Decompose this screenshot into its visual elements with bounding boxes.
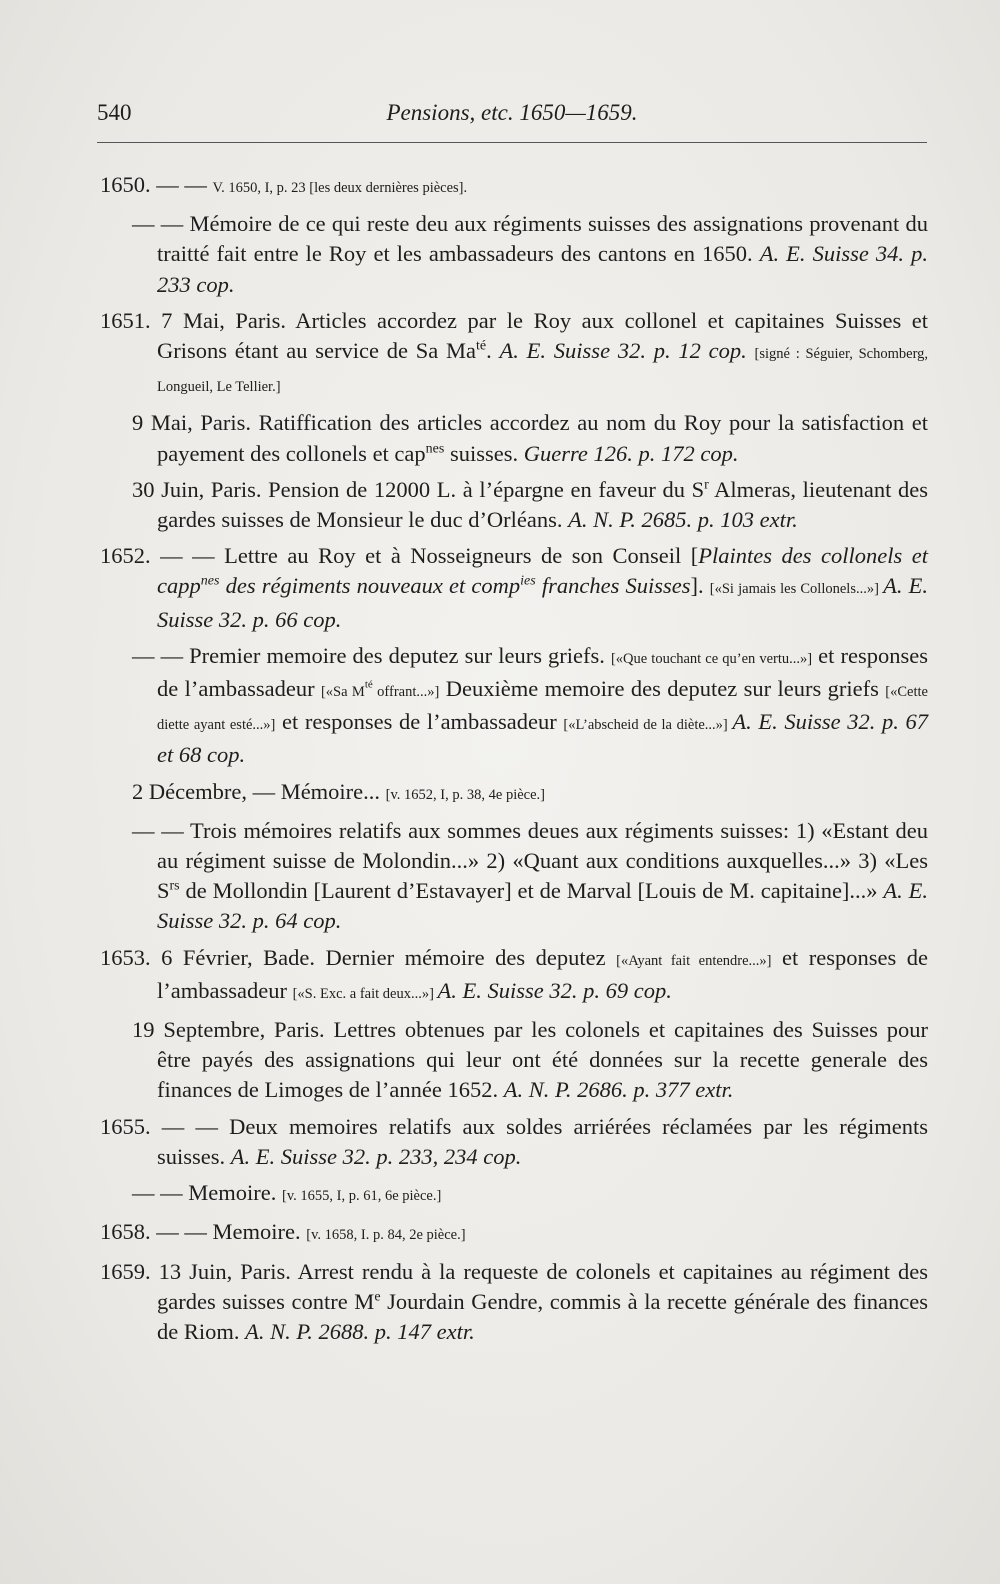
entry-7-text: offrant...»] [372,684,440,701]
entry-5-text: A. N. P. 2685. p. 103 extr. [568,507,798,533]
entry-6-text: [«Si jamais les Collonels...»] [709,581,884,598]
entry-6 [100,541,928,635]
entry-7-text: A. E. Suisse 32. p. 67 et 68 cop. [157,709,928,768]
entry-3-text: A. E. Suisse 32. p. 12 cop. [499,338,755,364]
entry-9-text: de Mollondin [Laurent d’Estavayer] et de Marval [Louis de M. capitaine]...» [179,878,884,904]
entry-4-text: Guerre 126. p. 172 cop. [523,440,739,466]
entry-8-text: 2 Décembre, — Mémoire... [132,778,386,804]
entry-7-text: té [364,678,373,691]
entry-7 [100,641,928,771]
entry-15-text: 1659. 13 Juin, Paris. Arrest rendu à la requeste de colonels et capitaines au régiment des gardes suisses contre M [100,1258,928,1314]
entry-15-text: e [374,1289,381,1305]
entry-13-text: — — Memoire. [132,1180,282,1206]
entry-7-text: Deuxième memoire des deputez sur leurs griefs [439,676,886,702]
entry-11 [100,1015,928,1106]
entry-7-text: — — Premier memoire des deputez sur leurs griefs. [132,642,611,668]
page-title: Pensions, etc. 1650—1659. [386,100,638,125]
entry-7-text: et responses de l’ambassadeur [157,642,928,702]
page-number: 540 [97,100,132,125]
entry-5-text: r [704,477,709,493]
entry-7-text: [«Cette diette ayant esté...»] [157,684,928,734]
entry-9-text: A. E. Suisse 32. p. 64 cop. [157,878,928,934]
entry-6-text: nes [200,573,220,589]
entry-10-text: A. E. Suisse 32. p. 69 cop. [437,977,672,1003]
entry-6-text: des régiments nouveaux et comp [219,573,521,599]
entry-7-text: [«Sa M [320,684,365,701]
entry-2 [100,209,928,300]
entry-3-text: . [486,338,500,364]
entry-8 [100,777,928,810]
entry-3 [100,306,928,403]
entry-8-text: [v. 1652, I, p. 38, 4e pièce.] [385,786,545,803]
entry-14-text: 1658. — — Memoire. [100,1219,307,1245]
entry-10-text: [«Ayant fait entendre...»] [616,952,772,969]
entry-9 [100,816,928,937]
entry-13 [100,1178,928,1211]
entry-4 [100,408,928,468]
document-body [100,170,928,1353]
entry-4-text: nes [425,441,445,457]
entry-6-text: 1652. — — Lettre au Roy et à Nosseigneurs de son Conseil [ [100,543,699,569]
entry-13-text: [v. 1655, I, p. 61, 6e pièce.] [281,1188,442,1205]
entry-5-text: 30 Juin, Paris. Pension de 12000 L. à l’épargne en faveur du S [132,476,705,502]
entry-6-text: ]. [690,573,710,599]
entry-11-text: 19 Septembre, Paris. Lettres obtenues par les colonels et capitaines des Suisses pour être payés des assignations qui leur ont été données sur la recette generale des finances de Limoges de l’année 1652. [132,1017,928,1103]
entry-10-text: et responses de l’ambassadeur [157,944,928,1003]
entry-15-text: A. N. P. 2688. p. 147 extr. [245,1318,475,1344]
entry-7-text: et responses de l’ambassadeur [275,709,564,735]
entry-10 [100,943,928,1009]
header-rule [97,142,927,143]
entry-2-text: — — Mémoire de ce qui reste deu aux régiments suisses des assignations provenant du traitté fait entre le Roy et les ambassadeurs des cantons en 1650. [132,211,928,267]
entry-3-text: [signé : Séguier, Schomberg, Longueil, Le Tellier.] [157,346,929,396]
entry-2-text: A. E. Suisse 34. p. 233 cop. [157,241,928,297]
entry-11-text: A. N. P. 2686. p. 377 extr. [503,1077,734,1103]
entry-7-text: [«L’abscheid de la diète...»] [563,717,733,734]
entry-9-text: rs [169,878,180,894]
entry-6-text: A. E. Suisse 32. p. 66 cop. [157,573,928,632]
entry-6-text: ies [520,573,536,589]
entry-3-text: 1651. 7 Mai, Paris. Articles accordez par le Roy aux collonel et capitaines Suisses et Grisons étant au service de Sa Ma [100,307,928,364]
entry-1-text: V. 1650, I, p. 23 [les deux dernières pièces]. [212,180,468,196]
entry-7-text: [«Que touchant ce qu’en vertu...»] [610,650,813,667]
running-header [97,100,927,130]
entry-6-text: franches Suisses [535,573,691,599]
entry-10-text: [«S. Exc. a fait deux...»] [292,985,438,1002]
entry-5 [100,475,928,535]
entry-4-text: suisses. [444,440,524,466]
entry-12 [100,1112,928,1172]
entry-12-text: 1655. — — Deux memoires relatifs aux soldes arriérées réclamées par les régiments suisses. [100,1113,928,1169]
entry-14-text: [v. 1658, I. p. 84, 2e pièce.] [306,1227,466,1244]
entry-15-text: Jourdain Gendre, commis à la recette générale des finances de Riom. [157,1288,928,1344]
entry-5-text: Almeras, lieutenant des gardes suisses de Monsieur le duc d’Orléans. [157,476,928,533]
entry-9-text: — — Trois mémoires relatifs aux sommes deues aux régiments suisses: 1) «Estant deu au régiment suisse de Molondin...» 2) «Quant aux conditions auxquelles...» 3) «Les S [132,817,928,904]
entry-15 [100,1257,928,1348]
entry-4-text: 9 Mai, Paris. Ratiffication des articles accordez au nom du Roy pour la satisfaction et payement des collonels et cap [132,410,928,466]
entry-1 [100,170,928,203]
entry-1-text: 1650. — — [100,172,213,197]
entry-12-text: A. E. Suisse 32. p. 233, 234 cop. [230,1143,522,1169]
entry-10-text: 1653. 6 Février, Bade. Dernier mémoire des deputez [100,944,617,970]
entry-3-text: té [476,338,487,354]
entry-6-text: Plaintes des collonels et capp [157,543,928,599]
entry-14 [100,1217,928,1250]
